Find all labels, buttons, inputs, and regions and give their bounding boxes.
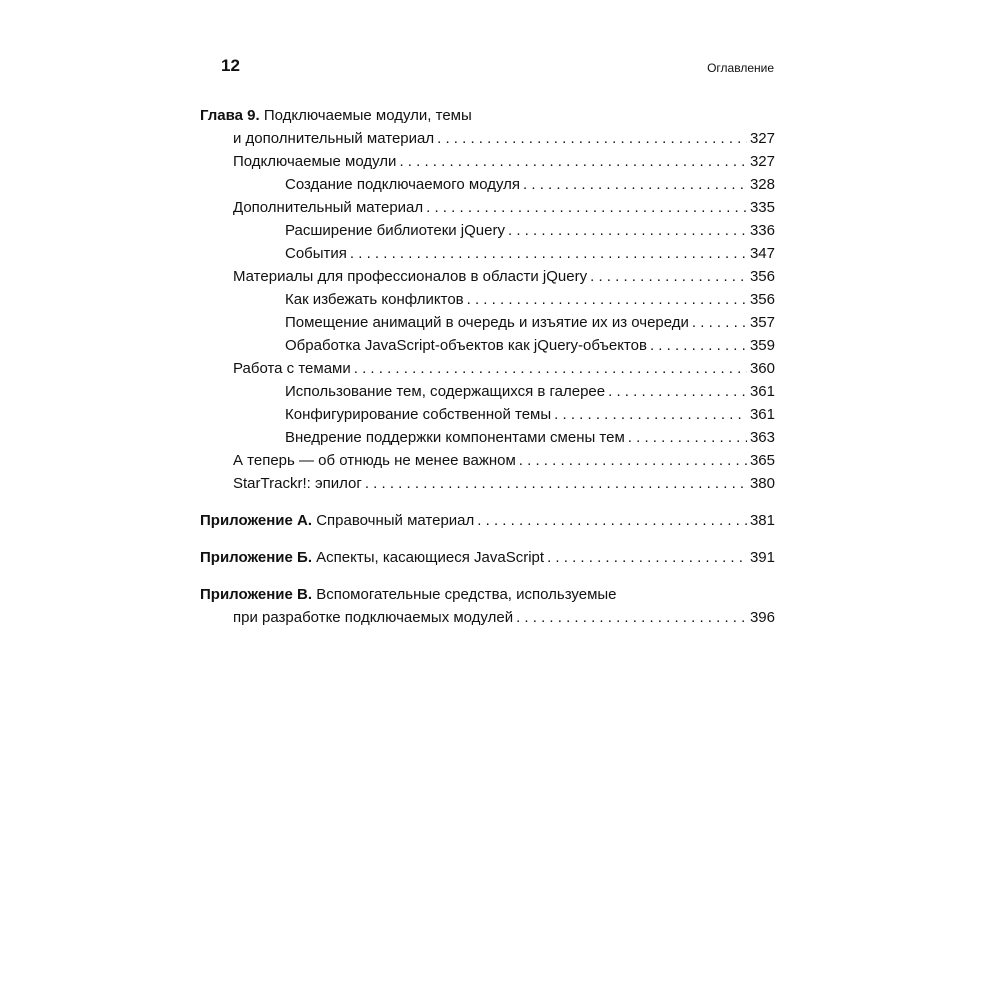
toc-entry [200,196,775,219]
toc-entry-page: 361 [749,406,775,423]
dot-leader [519,449,747,472]
table-of-contents [200,104,775,629]
toc-entry-page: 361 [749,383,775,400]
dot-leader [508,219,747,242]
chapter-9-number: Глава 9. [200,107,260,124]
toc-entry [200,150,775,173]
toc-chapter-9-heading [200,104,775,127]
toc-entry-page: 347 [749,245,775,262]
appendix-a-title: Справочный материал [316,512,475,529]
toc-entry-page: 336 [749,222,775,239]
toc-entry-page: 360 [749,360,775,377]
dot-leader [477,509,747,532]
appendix-b-title: Аспекты, касающиеся JavaScript [316,549,545,566]
toc-entry-page: 356 [749,268,775,285]
appendix-c-number: Приложение В. [200,586,313,603]
dot-leader [365,472,747,495]
toc-entry-label: Материалы для профессионалов в области jQuery [233,268,588,285]
appendix-b-page: 391 [749,549,775,566]
appendix-c-title: Вспомогательные средства, используемые [316,586,617,603]
toc-entry-page: 363 [749,429,775,446]
toc-entry [200,472,775,495]
chapter-9-page: 327 [749,130,775,147]
appendix-b-number: Приложение Б. [200,549,312,566]
toc-entry-label: Помещение анимаций в очередь и изъятие их из очереди [285,314,689,331]
toc-entry-page: 380 [749,475,775,492]
toc-entry-label: StarTrackr!: эпилог [233,475,362,492]
toc-entry-label: Как избежать конфликтов [285,291,464,308]
toc-entry [200,219,775,242]
dot-leader [608,380,747,403]
toc-entry-label: Создание подключаемого модуля [285,176,521,193]
toc-entry [200,173,775,196]
toc-entry-page: 356 [749,291,775,308]
toc-entry-label: Дополнительный материал [233,199,424,216]
toc-entry-page: 365 [749,452,775,469]
dot-leader [547,546,747,569]
dot-leader [554,403,747,426]
toc-entry-label: Расширение библиотеки jQuery [285,222,505,239]
toc-entry [200,403,775,426]
dot-leader [650,334,747,357]
dot-leader [516,606,747,629]
appendix-c-page: 396 [749,609,775,626]
toc-entry [200,288,775,311]
toc-entry-label: Внедрение поддержки компонентами смены тем [285,429,625,446]
toc-entry-label: Использование тем, содержащихся в галерее [285,383,606,400]
dot-leader [590,265,747,288]
dot-leader [628,426,747,449]
toc-entry-label: События [285,245,347,262]
dot-leader [350,242,747,265]
appendix-a-page: 381 [749,512,775,529]
dot-leader [399,150,747,173]
toc-entry-page: 327 [749,153,775,170]
toc-entry [200,380,775,403]
toc-appendix-b [200,546,775,569]
toc-entry [200,265,775,288]
dot-leader [692,311,747,334]
toc-entry [200,357,775,380]
appendix-a-number: Приложение А. [200,512,313,529]
toc-entry [200,242,775,265]
toc-entry-label: А теперь — об отнюдь не менее важном [233,452,516,469]
toc-entry [200,426,775,449]
dot-leader [426,196,747,219]
dot-leader [437,127,747,150]
toc-entry-page: 359 [749,337,775,354]
toc-appendix-c-continuation [200,606,775,629]
toc-entry [200,311,775,334]
toc-appendix-c [200,583,775,606]
chapter-9-title: Подключаемые модули, темы [263,107,472,124]
toc-appendix-a [200,509,775,532]
chapter-9-title-cont: и дополнительный материал [233,130,435,147]
dot-leader [523,173,747,196]
toc-chapter-9-title-continuation [200,127,775,150]
running-header: Оглавление [707,61,774,75]
toc-entry [200,449,775,472]
toc-entry-label: Работа с темами [233,360,351,377]
toc-entry-label: Обработка JavaScript-объектов как jQuery-объектов [285,337,647,354]
dot-leader [354,357,747,380]
toc-entry-page: 328 [749,176,775,193]
appendix-c-title-cont: при разработке подключаемых модулей [233,609,514,626]
toc-entry-label: Конфигурирование собственной темы [285,406,552,423]
toc-entry-label: Подключаемые модули [233,153,397,170]
page-number: 12 [221,56,240,75]
toc-entry-page: 335 [749,199,775,216]
dot-leader [467,288,747,311]
toc-entry [200,334,775,357]
toc-entry-page: 357 [749,314,775,331]
